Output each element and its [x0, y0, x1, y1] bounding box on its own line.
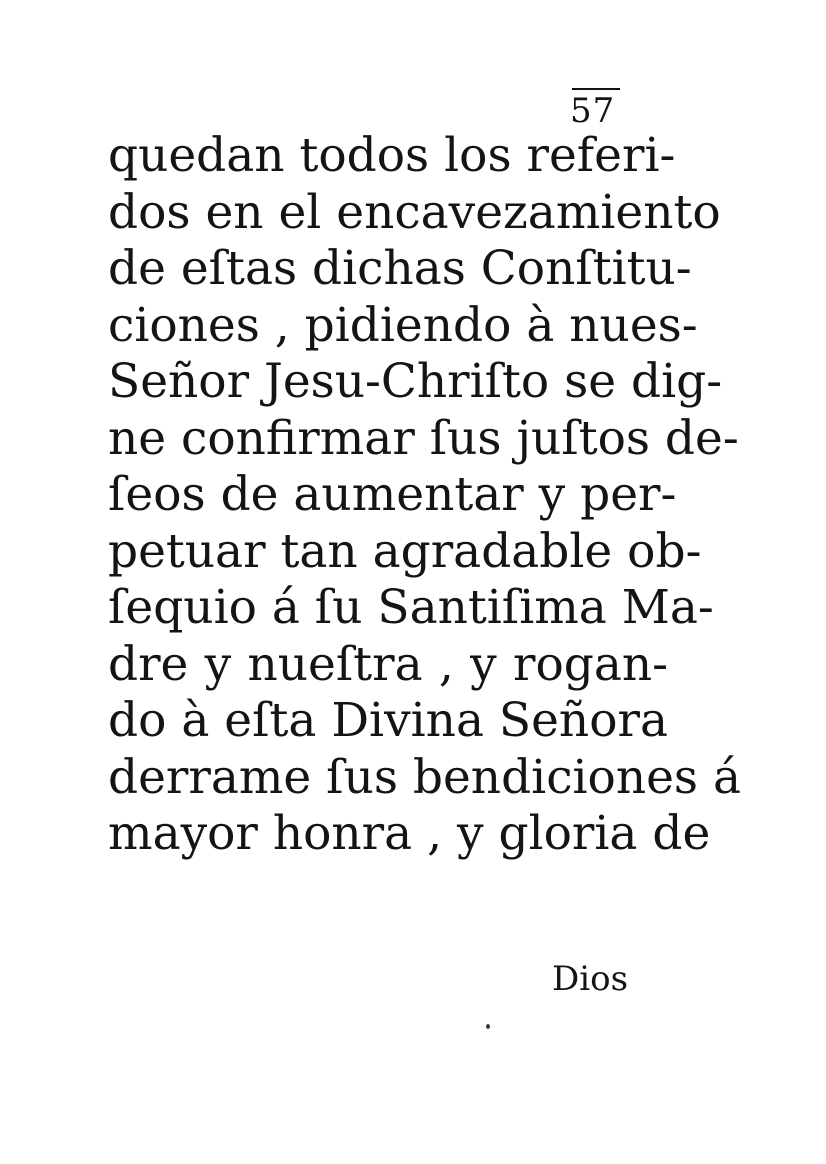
text-line: de eſtas dichas Conſtitu-	[108, 241, 692, 296]
text-line: quedan todos los referi-	[108, 128, 676, 183]
text-line: dre y nueſtra , y rogan-	[108, 636, 668, 692]
text-line: ciones , pidiendo à nues-	[108, 297, 698, 353]
text-line: Señor Jesu-Chriſto se dig-	[108, 354, 723, 409]
text-line: dos en el encavezamiento	[108, 184, 721, 240]
text-line: ſequio á ſu Santiſima Ma-	[108, 580, 714, 635]
text-line: ne confirmar ſus juſtos de-	[108, 410, 739, 466]
text-line: derrame ſus bendiciones á	[108, 749, 742, 805]
body-text	[108, 128, 742, 863]
page-number-rule	[572, 88, 620, 90]
text-line: ſeos de aumentar y per-	[108, 467, 677, 522]
text-line: do à eſta Divina Señora	[108, 693, 668, 748]
ink-speck	[486, 1024, 490, 1029]
text-line: mayor honra , y gloria de	[108, 806, 711, 861]
text-line: petuar tan agradable ob-	[108, 523, 702, 579]
page-number-text: 57	[570, 91, 616, 131]
catchword: Dios	[552, 959, 629, 999]
page-number	[570, 86, 616, 131]
